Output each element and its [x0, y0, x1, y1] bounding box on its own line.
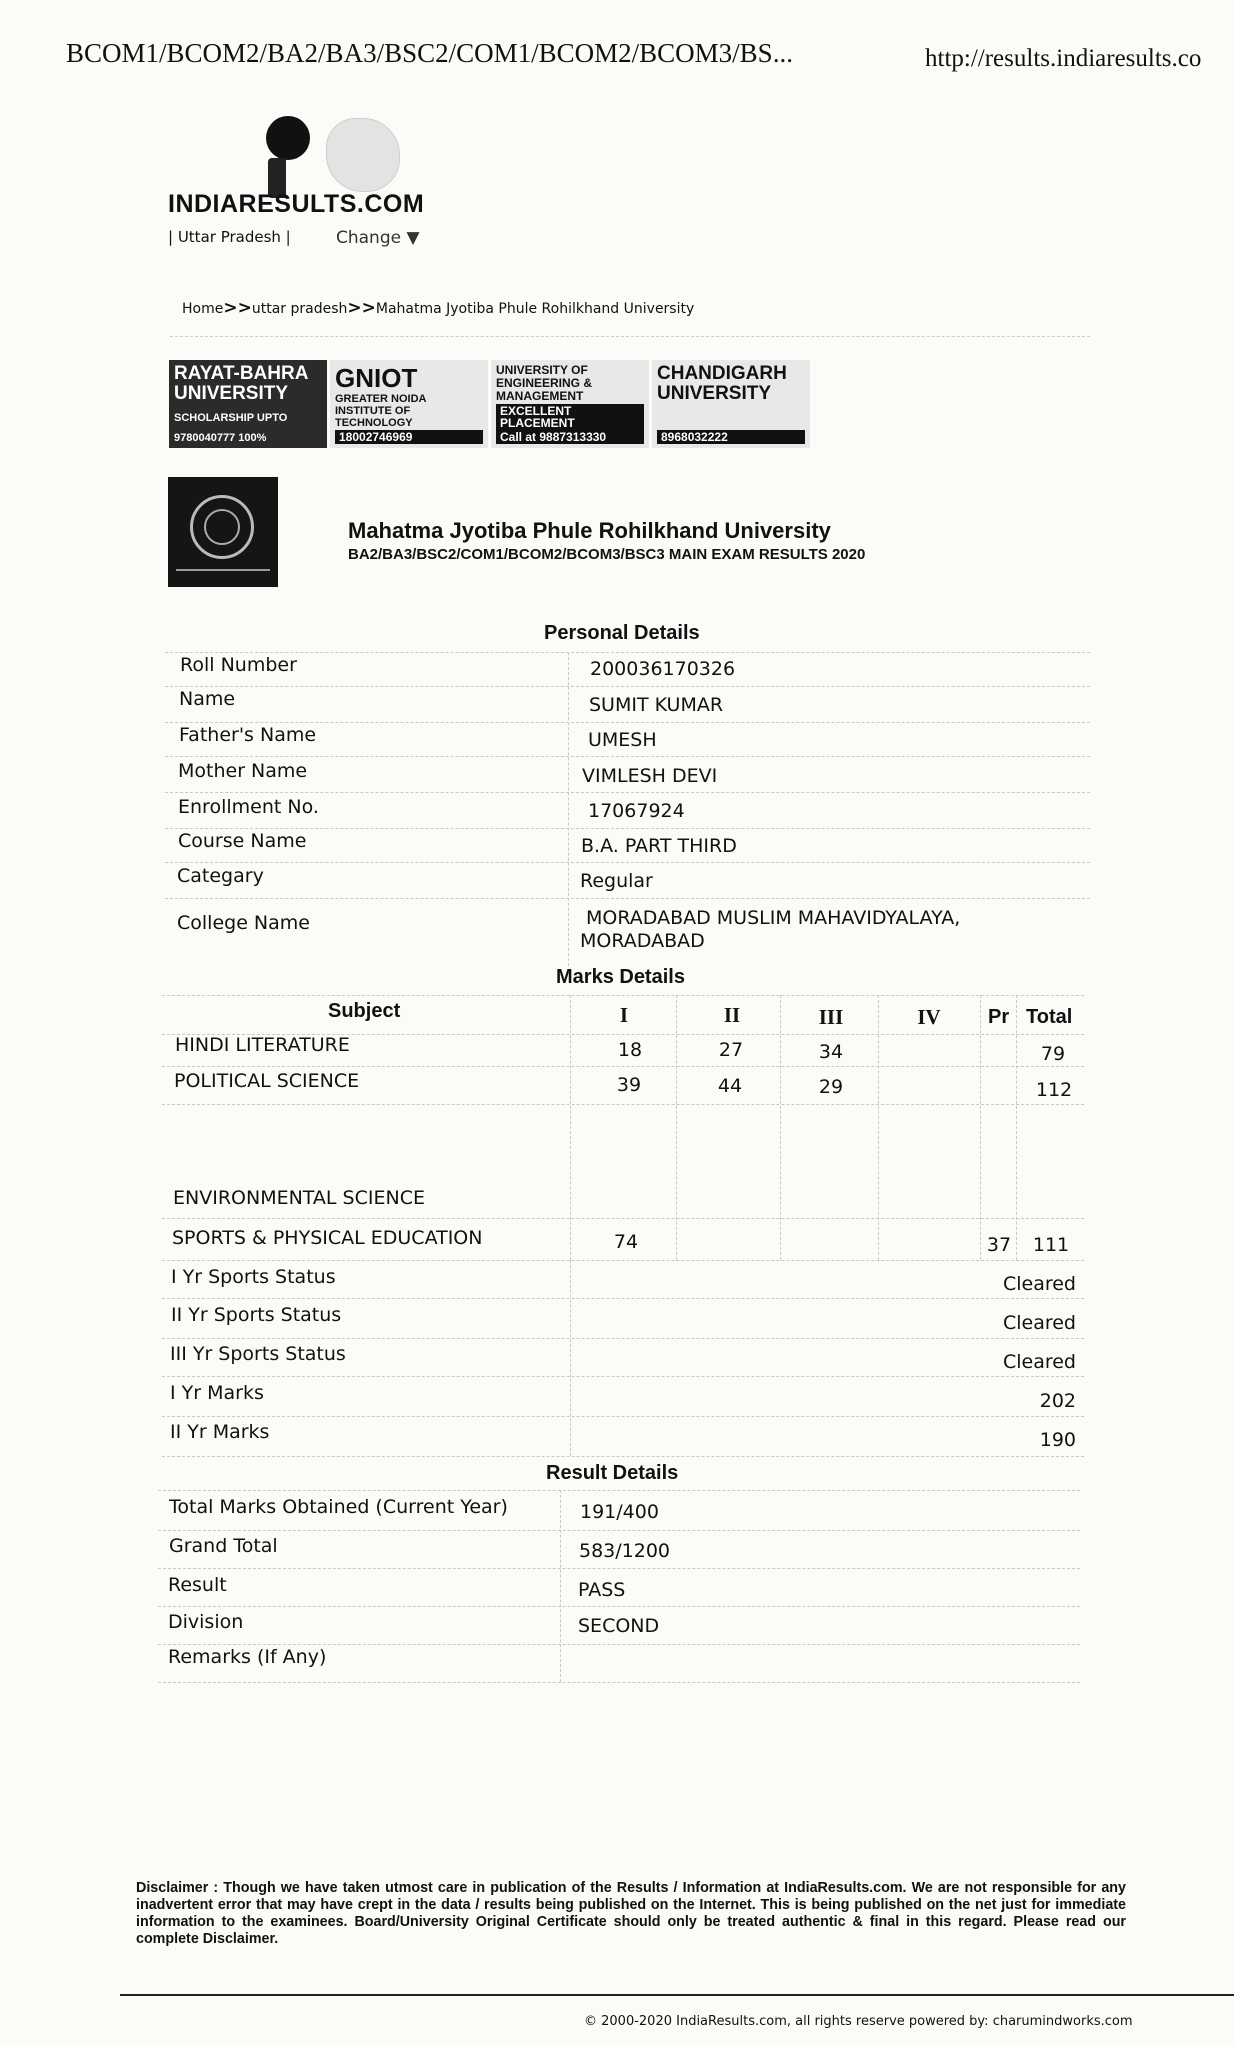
summary-label: II Yr Marks: [170, 1421, 270, 1443]
print-header-url: http://results.indiaresults.co: [925, 45, 1202, 72]
summary-value: Cleared: [1002, 1312, 1076, 1334]
result-details-heading: Result Details: [546, 1462, 679, 1484]
summary-value: 202: [1039, 1390, 1076, 1412]
summary-value: Cleared: [1002, 1351, 1076, 1373]
col-subject: Subject: [328, 1000, 401, 1022]
value-roll-number: 200036170326: [590, 658, 736, 680]
label-course-name: Course Name: [178, 830, 307, 852]
up-map-icon: [326, 118, 400, 192]
summary-label: I Yr Sports Status: [171, 1266, 336, 1288]
value-mother-name: VIMLESH DEVI: [582, 765, 718, 787]
mark-total: 112: [1035, 1079, 1073, 1101]
label-enrollment-no: Enrollment No.: [178, 796, 319, 818]
breadcrumb-university[interactable]: Mahatma Jyotiba Phule Rohilkhand University: [375, 301, 695, 317]
label-category: Categary: [177, 865, 264, 887]
summary-value: 190: [1039, 1429, 1076, 1451]
summary-label: III Yr Sports Status: [170, 1343, 346, 1365]
breadcrumb-home[interactable]: Home: [182, 301, 224, 317]
ad-phone: 9780040777: [174, 432, 236, 444]
breadcrumb-sep: >>: [347, 298, 376, 318]
ad-line: SCHOLARSHIP UPTO: [174, 412, 288, 424]
exam-subtitle: BA2/BA3/BSC2/COM1/BCOM2/BCOM3/BSC3 MAIN EXAM RESULTS 2020: [348, 546, 866, 563]
label-roll-number: Roll Number: [180, 654, 297, 676]
ad-phone: 18002746969: [335, 430, 483, 444]
label-college-name: College Name: [177, 912, 310, 934]
divider: [170, 336, 1090, 337]
footer-copyright: © 2000-2020 IndiaResults.com, all rights reserve powered by: charumindworks.com: [584, 2014, 1133, 2029]
label-mother-name: Mother Name: [178, 760, 308, 782]
label-name: Name: [179, 688, 236, 710]
ad-title: CHANDIGARH UNIVERSITY: [657, 363, 787, 404]
ad-banner-row: [169, 360, 810, 448]
ad-rayat-bahra[interactable]: [169, 360, 327, 448]
ad-uem[interactable]: [491, 360, 649, 448]
summary-label: I Yr Marks: [170, 1382, 264, 1404]
label-fathers-name: Father's Name: [179, 724, 317, 746]
label-result: Result: [168, 1574, 227, 1596]
col-i: I: [619, 1003, 629, 1027]
mark-total: 79: [1040, 1043, 1066, 1065]
logo-text: INDIARESULTS.COM: [168, 190, 425, 218]
value-name: SUMIT KUMAR: [589, 694, 724, 716]
ad-title: UNIVERSITY OF ENGINEERING & MANAGEMENT: [496, 363, 593, 403]
print-header-title: BCOM1/BCOM2/BA2/BA3/BSC2/COM1/BCOM2/BCOM3/BS...: [66, 38, 793, 68]
ad-chandigarh[interactable]: [652, 360, 810, 448]
footer-divider: [120, 1994, 1234, 1996]
ad-phone: Call at 9887313330: [496, 430, 644, 444]
mark-i: 74: [613, 1231, 639, 1253]
mark-pr: 37: [986, 1234, 1012, 1256]
label-division: Division: [168, 1611, 244, 1633]
col-iii: III: [818, 1005, 844, 1029]
summary-value: Cleared: [1002, 1273, 1076, 1295]
subject-name: ENVIRONMENTAL SCIENCE: [173, 1187, 425, 1209]
university-name: Mahatma Jyotiba Phule Rohilkhand University: [348, 518, 831, 543]
ad-line: GREATER NOIDA INSTITUTE OF TECHNOLOGY: [335, 393, 427, 429]
site-logo[interactable]: [168, 110, 428, 260]
value-division: SECOND: [578, 1615, 660, 1637]
value-enrollment-no: 17067924: [588, 800, 685, 822]
change-location-link[interactable]: Change ▼: [336, 228, 420, 248]
summary-label: II Yr Sports Status: [171, 1304, 342, 1326]
value-total-marks: 191/400: [580, 1501, 659, 1523]
university-emblem-icon: [168, 477, 278, 587]
ad-line: EXCELLENT PLACEMENT: [496, 404, 644, 430]
mark-ii: 27: [718, 1039, 744, 1061]
value-result: PASS: [578, 1579, 626, 1601]
value-college-name: MORADABAD MUSLIM MAHAVIDYALAYA,: [586, 907, 961, 929]
col-iv: IV: [917, 1005, 941, 1029]
label-total-marks: Total Marks Obtained (Current Year): [169, 1496, 508, 1518]
mark-i: 39: [616, 1074, 642, 1096]
breadcrumb-state[interactable]: uttar pradesh: [251, 301, 348, 317]
subject-name: POLITICAL SCIENCE: [174, 1070, 360, 1092]
ad-gniot[interactable]: [330, 360, 488, 448]
marks-details-heading: Marks Details: [556, 966, 685, 988]
value-college-name-line2: MORADABAD: [580, 930, 705, 952]
personal-details-heading: Personal Details: [544, 622, 700, 644]
mark-i: 18: [617, 1039, 643, 1061]
mark-iii: 29: [818, 1076, 844, 1098]
value-category: Regular: [580, 870, 653, 892]
location-label: | Uttar Pradesh |: [168, 228, 291, 246]
mark-ii: 44: [717, 1075, 743, 1097]
ad-title: RAYAT-BAHRA UNIVERSITY: [174, 363, 308, 404]
col-pr: Pr: [988, 1006, 1010, 1028]
disclaimer: Disclaimer : Though we have taken utmost care in publication of the Results / Information at IndiaResults.com. We are not responsible for any inadvertent error that may have crept in the data / results being published on the Internet. This is being published on the net just for immediate information to the examinees. Board/University Original Certificate should only be treated authentic & final in this regard. Please read our complete Disclaimer.: [136, 1880, 1126, 1947]
breadcrumb-sep: >>: [223, 298, 252, 318]
value-course-name: B.A. PART THIRD: [581, 835, 737, 857]
col-total: Total: [1026, 1006, 1073, 1028]
col-ii: II: [723, 1003, 741, 1027]
label-remarks: Remarks (If Any): [168, 1646, 327, 1668]
subject-name: SPORTS & PHYSICAL EDUCATION: [172, 1227, 483, 1249]
label-grand-total: Grand Total: [169, 1535, 278, 1557]
mark-total: 111: [1032, 1234, 1070, 1256]
subject-name: HINDI LITERATURE: [175, 1034, 350, 1056]
ad-extra: 100%: [238, 432, 267, 444]
ad-phone: 8968032222: [657, 430, 805, 444]
breadcrumb: [182, 298, 694, 318]
ad-title: GNIOT: [335, 363, 418, 393]
mark-iii: 34: [818, 1041, 844, 1063]
value-fathers-name: UMESH: [588, 729, 657, 751]
person-icon: [266, 116, 310, 160]
value-grand-total: 583/1200: [579, 1540, 671, 1562]
